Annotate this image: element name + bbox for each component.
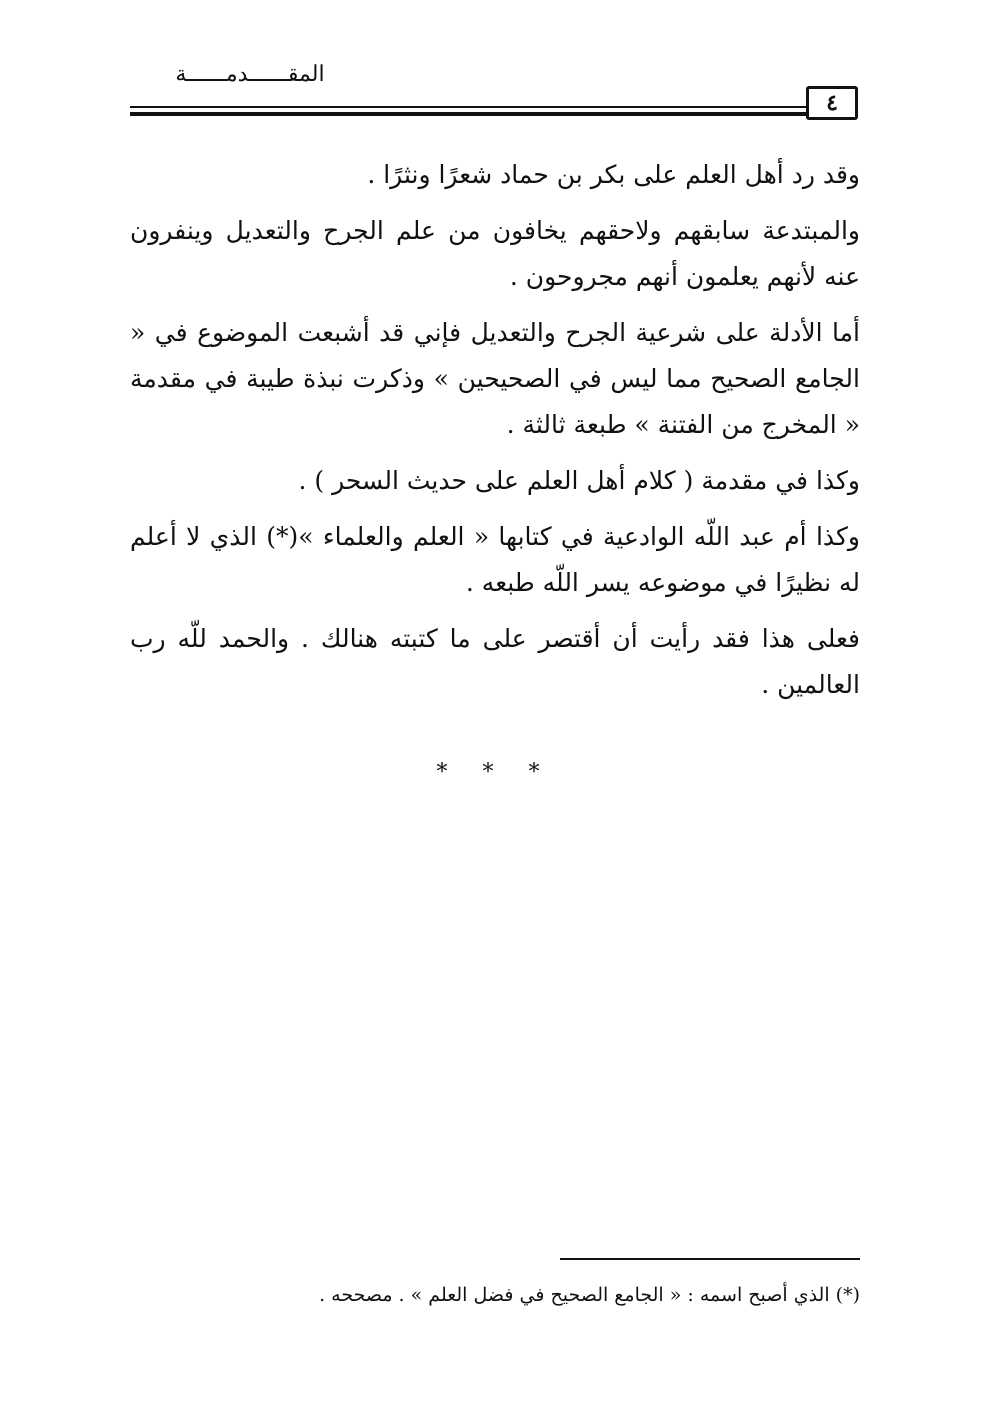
paragraph: أما الأدلة على شرعية الجرح والتعديل فإني قد أشبعت الموضوع في « الجامع الصحيح مما ليس في الصحيحين » وذكرت نبذة طيبة في مقدمة « المخرج من الفتنة » طبعة ثالثة . <box>130 318 860 439</box>
paragraph: والمبتدعة سابقهم ولاحقهم يخافون من علم الجرح والتعديل وينفرون عنه لأنهم يعلمون أنهم مجروحون . <box>130 216 860 291</box>
paragraph: وكذا في مقدمة ( كلام أهل العلم على حديث السحر ) . <box>298 466 860 495</box>
footnote: (*) الذي أصبح اسمه : « الجامع الصحيح في فضل العلم » . مصححه . <box>319 1284 860 1306</box>
running-title: المقــــــدمــــــة <box>175 62 325 87</box>
header-rule-thin <box>130 106 808 108</box>
header-rule-thick <box>130 112 808 116</box>
paragraph: وكذا أم عبد اللّه الوادعية في كتابها « العلم والعلماء »(*) الذي لا أعلم له نظيرًا في موضوعه يسر اللّه طبعه . <box>130 522 860 597</box>
main-text <box>130 152 860 718</box>
page-number: ٤ <box>806 86 858 120</box>
section-separator: * * * <box>436 760 554 785</box>
paragraph: وقد رد أهل العلم على بكر بن حماد شعرًا ونثرًا . <box>367 160 860 189</box>
footnote-rule <box>560 1258 860 1260</box>
paragraph: فعلى هذا فقد رأيت أن أقتصر على ما كتبته هنالك . والحمد للّه رب العالمين . <box>130 624 860 699</box>
